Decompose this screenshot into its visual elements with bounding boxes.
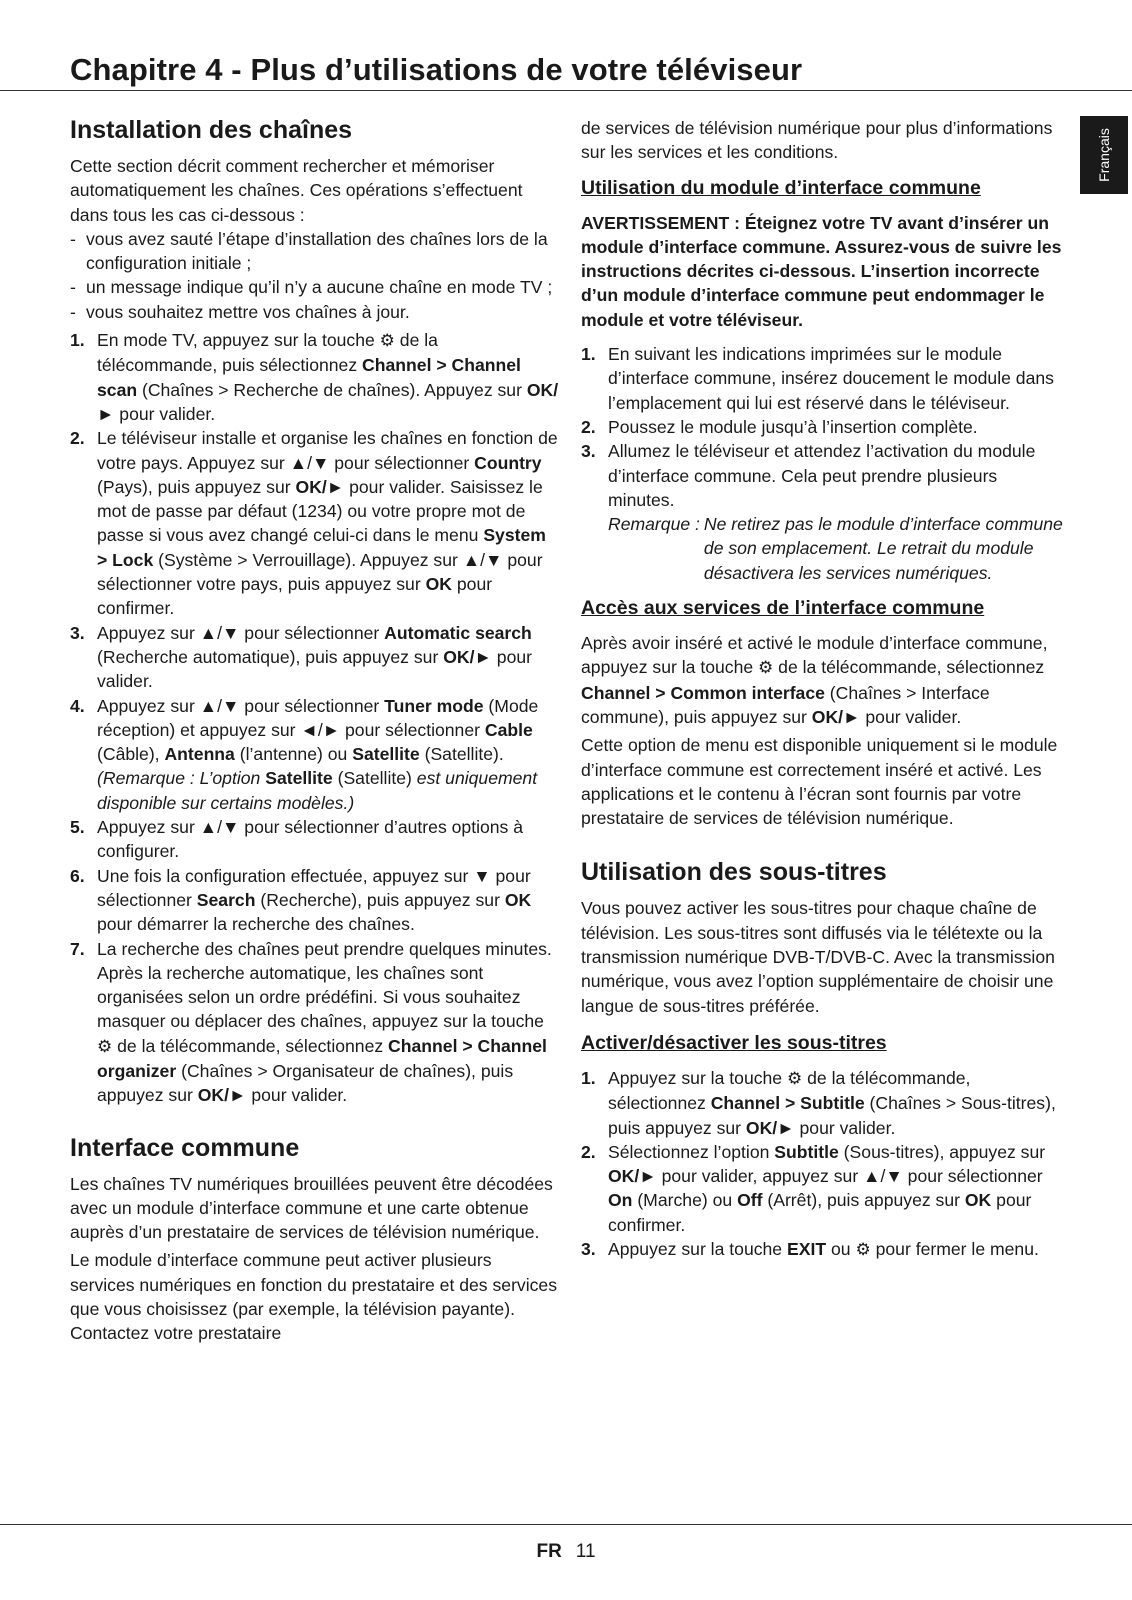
access-paragraph [581,631,1065,729]
step-text: (l’antenne) ou [234,744,353,765]
step-text: (Pays), puis appuyez sur [97,476,296,497]
step-text: (Chaînes > Organisateur de chaînes), puis appuyez sur [97,1060,514,1106]
menu-path: Tuner mode [384,695,484,716]
continuation-paragraph: de services de télévision numérique pour plus d’informations sur les services et les conditions. [581,118,1053,163]
step-text: Allumez le téléviseur et attendez l’activation du module d’interface commune. Cela peut prendre plusieurs minutes. [608,441,1036,510]
step-text: Appuyez sur ▲/▼ pour sélectionner d’autres options à configurer. [97,817,524,862]
gear-icon: ⚙ [97,1036,113,1056]
step-text: pour fermer le menu. [870,1238,1039,1259]
step-number: 3. [581,1238,596,1259]
body-text: de la télécommande, sélectionnez [773,657,1045,678]
step-text: (Sous-titres), appuyez sur [838,1141,1046,1162]
step-text: (Mode réception) et appuyez sur ◄/► pour sélectionner [97,695,539,740]
key-label: OK [504,889,532,910]
menu-path: Search [196,889,256,910]
step-text: Poussez le module jusqu’à l’insertion complète. [608,416,978,437]
step-2 [581,415,1065,439]
step-text: En mode TV, appuyez sur la touche [97,330,380,351]
step-text: pour valider. Saisissez le mot de passe par défaut (1234) ou votre propre mot de passe si vous avez changé celui-ci dans le menu [97,476,543,546]
page-number: 11 [575,1541,596,1562]
step-number: 3. [581,441,596,462]
step-7 [70,937,560,1108]
step-text: pour valider. [794,1117,896,1138]
step-1 [581,1066,1065,1140]
gear-icon: ⚙ [855,1239,871,1259]
step-text: pour démarrer la recherche des chaînes. [97,914,415,935]
step-text: (Marche) ou [632,1190,738,1211]
menu-path: Antenna [164,744,235,765]
footer-language-code: FR [536,1541,562,1562]
body-text: pour valider. [860,706,962,727]
step-text: (Câble), [97,744,165,765]
section-heading-common-interface: Interface commune [70,1133,300,1162]
step-text: Appuyez sur ▲/▼ pour sélectionner [97,622,385,643]
step-text: pour valider. [97,646,533,692]
installation-steps [70,328,560,1108]
step-text: pour valider, appuyez sur ▲/▼ pour sélectionner [656,1166,1043,1187]
menu-path: On [608,1190,633,1211]
step-text: de la télécommande, sélectionnez [112,1035,389,1056]
installation-conditions-list [70,227,560,324]
step-text: (Satellite). [419,744,504,765]
key-label: OK/► [197,1085,247,1106]
subheading-module-usage: Utilisation du module d’interface commune [581,176,981,199]
module-steps [581,342,1065,585]
gear-icon: ⚙ [379,331,395,351]
body-text: (Chaînes > Interface commune), puis appuyez sur [581,682,990,727]
language-tab-label: Français [1096,128,1112,182]
installation-intro: Cette section décrit comment rechercher et mémoriser automatiquement les chaînes. Ces opérations s’effectuent dans tous les cas ci-dessous : [70,156,523,225]
step-text: Le téléviseur installe et organise les chaînes en fonction de votre pays. Appuyez sur ▲/▼ pour sélectionner [97,428,558,473]
menu-path: Channel > Channel organizer [97,1035,547,1081]
common-interface-paragraph: Le module d’interface commune peut activer plusieurs services numériques en fonction du prestataire et des services que vous choisissez (par exemple, la télévision payante). Contactez votre prestataire [70,1250,558,1344]
section-heading-installation: Installation des chaînes [70,116,353,144]
page-footer [0,1541,1132,1563]
step-1 [581,342,1065,415]
step-3 [581,439,1065,585]
step-text: (Système > Verrouillage). Appuyez sur ▲/▼ pour sélectionner votre pays, puis appuyez sur [97,549,543,595]
step-number: 7. [70,938,85,959]
step-text: (Chaînes > Recherche de chaînes). Appuyez sur [137,379,527,400]
step-text: (Recherche), puis appuyez sur [255,889,505,910]
body-text: Après avoir inséré et activé le module d’interface commune, appuyez sur la touche [581,633,1048,678]
step-text: Sélectionnez l’option [608,1141,775,1162]
left-column [70,114,560,1346]
step-text: de la télécommande, sélectionnez [608,1067,971,1114]
key-label: OK [964,1190,992,1211]
step-number: 2. [70,428,85,449]
step-text: de la télécommande, puis sélectionnez [97,330,438,376]
list-item: - vous avez sauté l’étape d’installation des chaînes lors de la configuration initiale ; [70,227,560,276]
key-label: OK/► [811,706,861,727]
step-3 [581,1237,1065,1262]
access-paragraph: Cette option de menu est disponible uniquement si le module d’interface commune est correctement inséré et activé. Les applications et le contenu à l’écran sont fournis par votre prestataire de services de télévision numérique. [581,735,1058,829]
menu-path: Country [474,452,542,473]
note-text: Ne retirez pas le module d’interface commune de son emplacement. Le retrait du module désactivera les services numériques. [703,514,1063,583]
page-title: Chapitre 4 - Plus d’utilisations de votre téléviseur [70,52,803,87]
menu-path: Off [737,1190,763,1211]
step-text: Appuyez sur la touche [608,1238,787,1259]
gear-icon: ⚙ [786,1068,803,1088]
menu-path: Subtitle [774,1141,839,1162]
right-column [581,116,1065,1262]
section-heading-subtitles: Utilisation des sous-titres [581,858,887,887]
key-label: EXIT [786,1238,827,1259]
step-text: pour confirmer. [97,574,493,619]
step-text: Appuyez sur la touche [608,1067,787,1088]
list-item: - vous souhaitez mettre vos chaînes à jour. [70,300,560,324]
key-label: OK/► [608,1166,657,1187]
title-divider [0,90,1132,91]
note-text: est uniquement disponible sur certains modèles.) [97,768,538,813]
subheading-ci-access: Accès aux services de l’interface commune [581,597,985,620]
step-2 [581,1140,1065,1237]
step-text: (Chaînes > Sous-titres), puis appuyez sur [608,1093,1056,1138]
note-text: (Remarque : L’option [97,768,266,789]
key-label: OK/► [295,476,345,497]
step-text: La recherche des chaînes peut prendre quelques minutes. Après la recherche automatique, les chaînes sont organisées selon un ordre prédéfini. Si vous souhaitez masquer ou déplacer des chaînes, appuyez sur la touche [97,938,552,1032]
step-text: ou [826,1238,856,1259]
key-label: OK/► [443,646,492,667]
step-2 [70,426,560,620]
step-number: 5. [70,817,85,838]
step-text: pour confirmer. [608,1190,1032,1235]
step-text: pour valider. [114,403,216,424]
step-text: (Recherche automatique), puis appuyez sur [97,646,444,667]
step-6 [70,864,560,937]
step-number: 1. [70,330,85,351]
step-number: 6. [70,865,85,886]
subtitles-intro: Vous pouvez activer les sous-titres pour chaque chaîne de télévision. Les sous-titres sont diffusés via le télétexte ou la transmission numérique DVB-T/DVB-C. Avec la transmission numérique, vous avez l’option supplémentaire de choisir une langue de sous-titres préférée. [581,898,1055,1016]
step-number: 2. [581,1141,596,1162]
menu-path: Channel > Common interface [581,682,825,703]
step-5 [70,815,560,864]
step-text: pour valider. [246,1085,348,1106]
step-number: 2. [581,416,596,437]
list-item: - un message indique qu’il n’y a aucune chaîne en mode TV ; [70,275,560,299]
key-label: OK/► [97,379,559,424]
module-note [608,512,1065,585]
warning-text: AVERTISSEMENT : Éteignez votre TV avant d’insérer un module d’interface commune. Assurez-vous de suivre les instructions décrites ci-dessous. L’insertion incorrecte d’un module d’interface commune peut endommager le module et votre téléviseur. [581,212,1062,330]
step-number: 1. [581,1067,596,1088]
step-text: (Satellite) [332,768,417,789]
menu-path: Channel > Subtitle [710,1093,865,1114]
step-number: 1. [581,344,596,365]
menu-path: System > Lock [97,525,546,570]
subtitles-steps [581,1066,1065,1262]
common-interface-paragraph: Les chaînes TV numériques brouillées peuvent être décodées avec un module d’interface commune et une carte obtenue auprès d’un prestataire de services de télévision numérique. [70,1173,553,1243]
menu-path: Satellite [352,744,420,765]
language-tab [1080,116,1128,194]
key-label: OK [425,574,452,595]
footer-divider [0,1524,1132,1525]
menu-path: Satellite [265,768,333,789]
step-text: Une fois la configuration effectuée, appuyez sur ▼ pour sélectionner [97,865,531,910]
step-4 [70,694,560,815]
step-text: (Arrêt), puis appuyez sur [762,1190,965,1211]
menu-path: Channel > Channel scan [97,355,521,400]
key-label: OK/► [745,1117,795,1138]
step-number: 4. [70,695,85,716]
step-number: 3. [70,622,85,643]
step-1 [70,328,560,426]
step-3 [70,621,560,694]
menu-path: Automatic search [384,622,532,643]
step-text: Appuyez sur ▲/▼ pour sélectionner [97,695,385,716]
step-text: En suivant les indications imprimées sur le module d’interface commune, insérez doucement le module dans l’emplacement qui lui est réservé dans le téléviseur. [608,344,1054,413]
gear-icon: ⚙ [758,658,774,678]
subheading-subtitles-toggle: Activer/désactiver les sous-titres [581,1031,887,1054]
menu-path: Cable [484,719,533,740]
note-label: Remarque : [608,514,700,535]
